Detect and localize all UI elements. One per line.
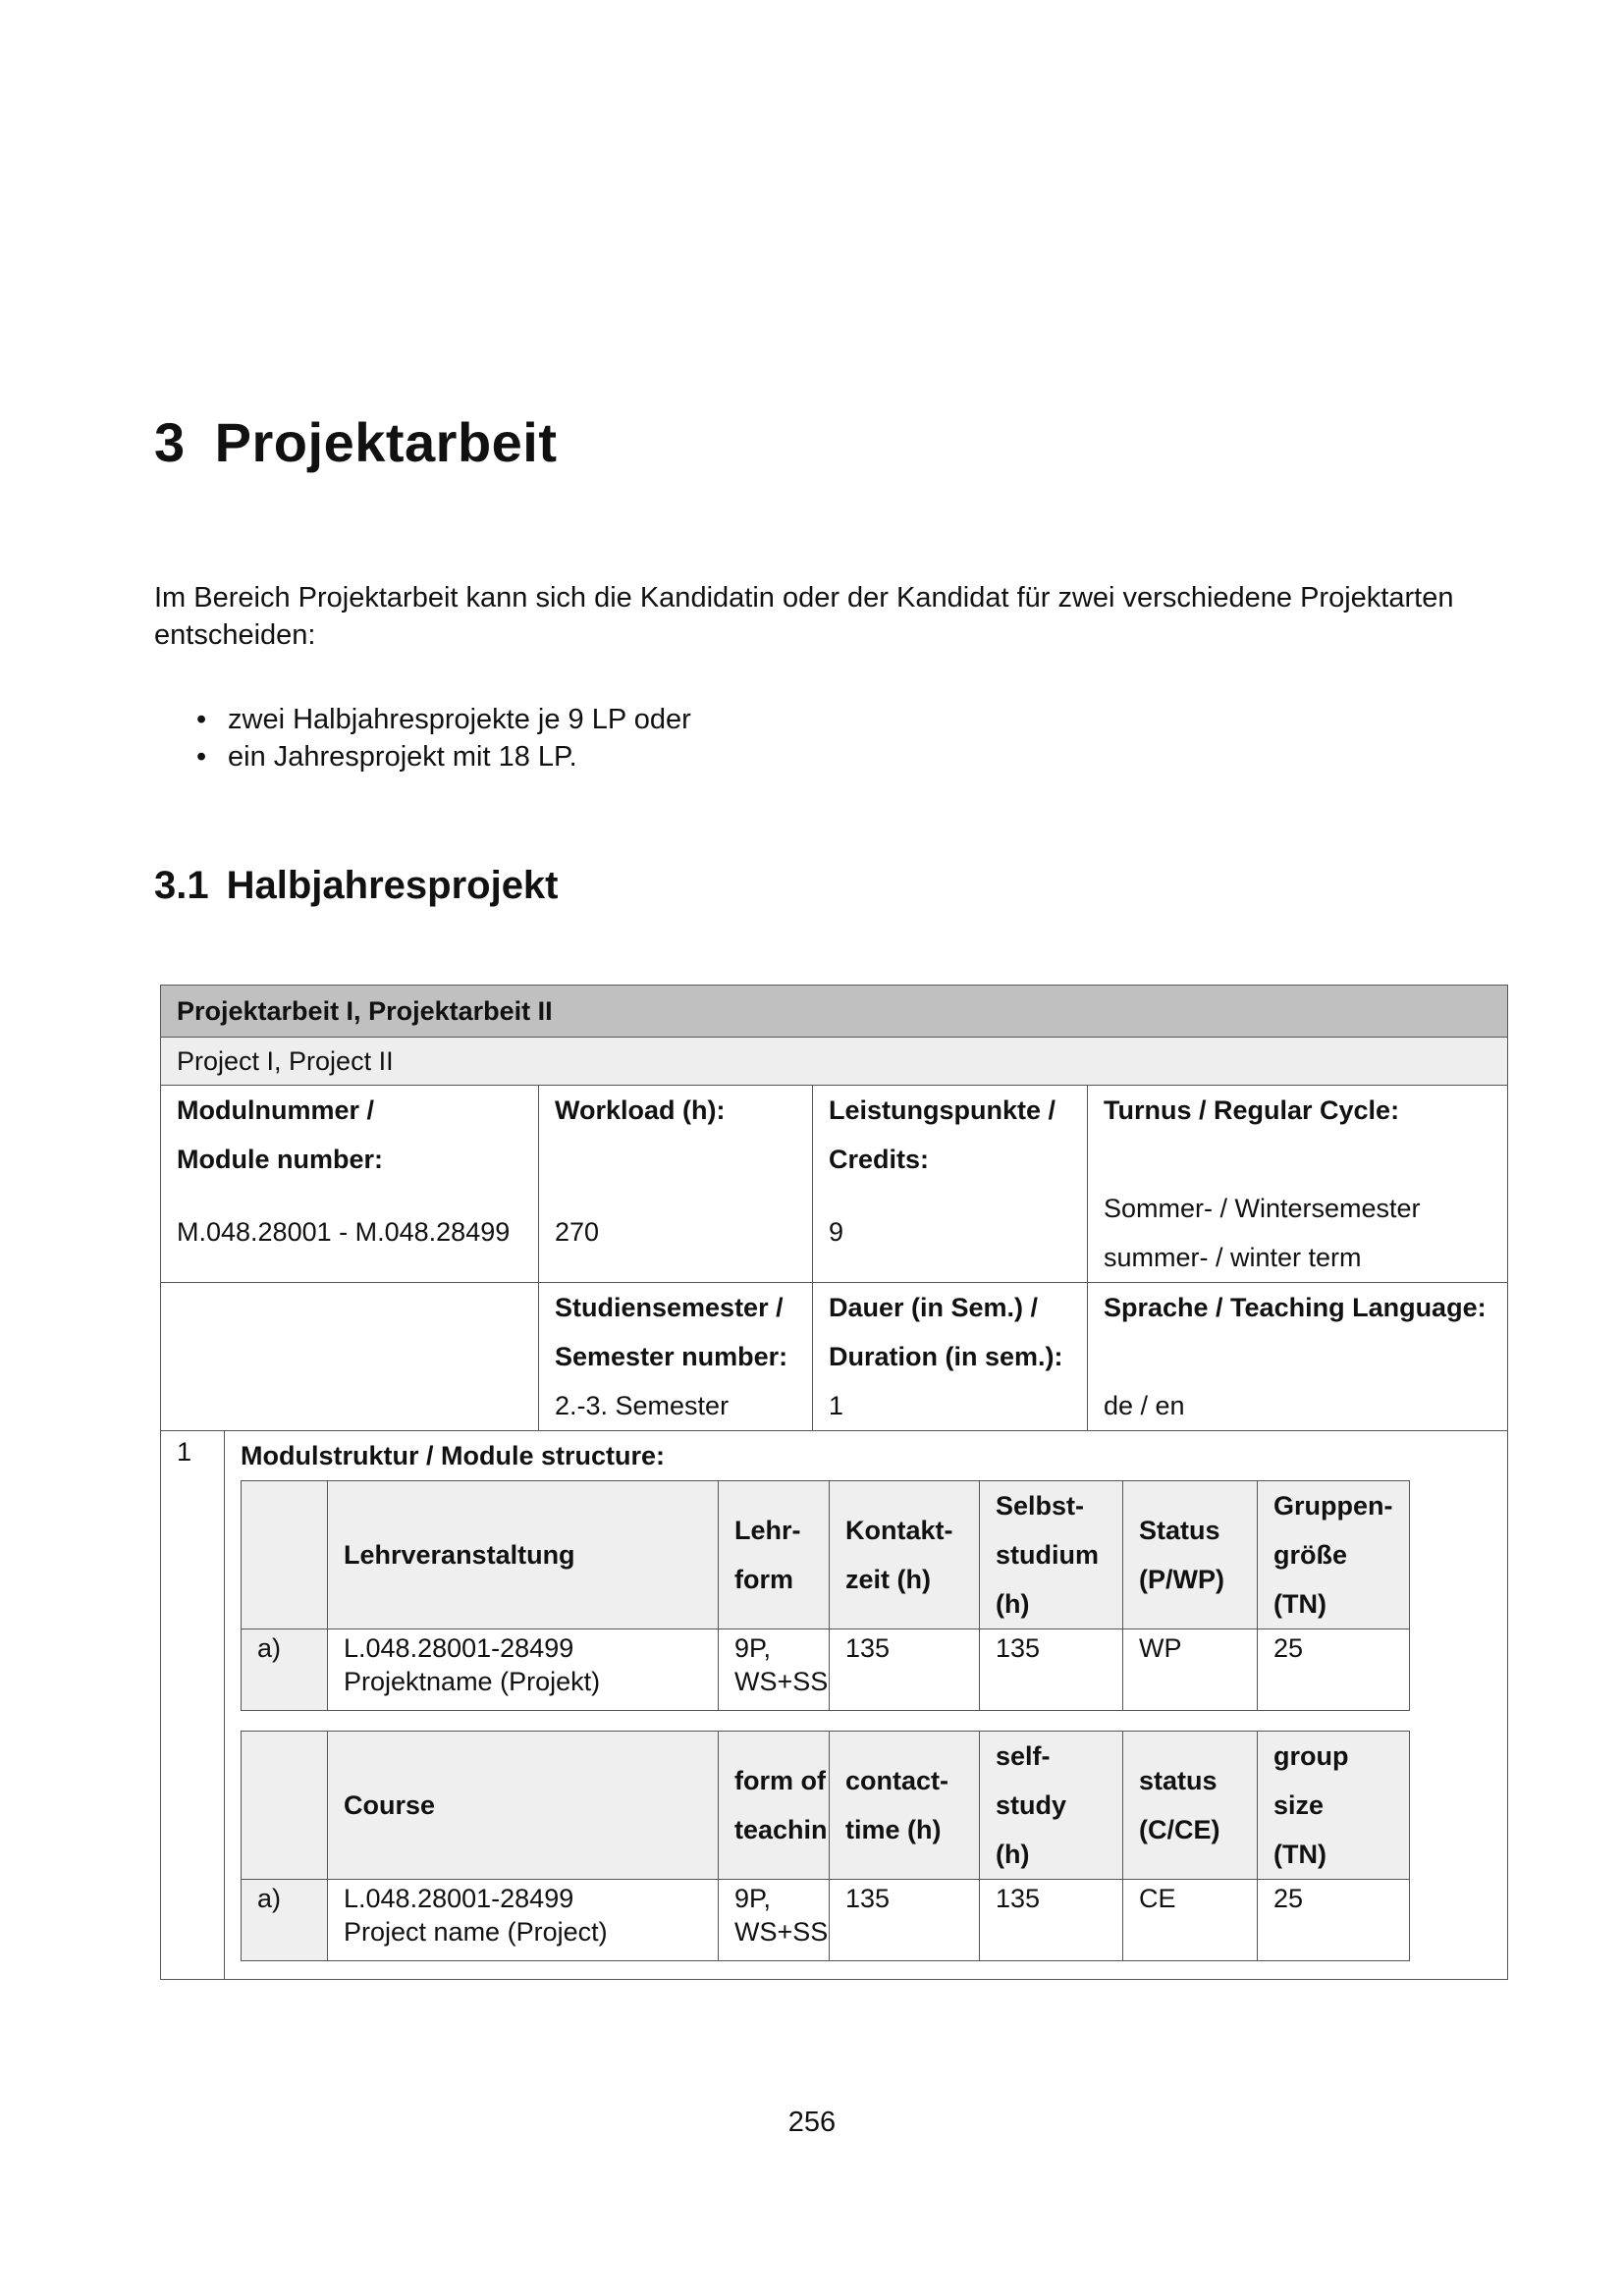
header-line: status: [1139, 1766, 1218, 1795]
duration-label-en: Duration (in sem.):: [829, 1342, 1063, 1371]
header-line: (C/CE): [1139, 1815, 1220, 1844]
header-line: contact-: [845, 1766, 949, 1795]
credits-value: 9: [829, 1217, 844, 1247]
form-line: 9P,: [734, 1633, 772, 1663]
credits-label: Leistungspunkte /: [829, 1095, 1056, 1125]
module-number-cell: [161, 1086, 539, 1283]
header-line: (h): [996, 1589, 1030, 1619]
intro-paragraph: Im Bereich Projektarbeit kann sich die Kandidatin oder der Kandidat für zwei verschiedene Projektarten entscheiden:: [154, 582, 1454, 651]
header-line: teachin: [734, 1815, 828, 1844]
header-course: Course: [328, 1732, 719, 1880]
header-line: form: [734, 1565, 793, 1594]
language-cell: [1088, 1283, 1508, 1431]
chapter-heading: [154, 410, 558, 474]
header-lehrform: [719, 1481, 830, 1629]
header-self-study: [980, 1732, 1123, 1880]
chapter-title: Projektarbeit: [214, 411, 558, 473]
header-line: group: [1273, 1741, 1349, 1771]
credits-cell: [813, 1086, 1088, 1283]
credits-label-en: Credits:: [829, 1145, 930, 1174]
module-title-de: Projektarbeit I, Projektarbeit II: [161, 986, 1508, 1038]
module-title-en: Project I, Project II: [161, 1038, 1508, 1086]
contact-time: 135: [830, 1629, 980, 1711]
semester-label: Studiensemester /: [555, 1293, 784, 1322]
table-row: [242, 1629, 1410, 1711]
header-line: (P/WP): [1139, 1565, 1224, 1594]
page-number: 256: [787, 2107, 837, 2138]
cycle-cell: [1088, 1086, 1508, 1283]
module-table: [160, 985, 1508, 1980]
course-code: L.048.28001-28499: [344, 1633, 574, 1663]
header-line: studium: [996, 1540, 1099, 1570]
course-cell: [328, 1629, 719, 1711]
semester-value: 2.-3. Semester: [555, 1391, 730, 1420]
header-line: self-: [996, 1741, 1051, 1771]
header-empty: [242, 1481, 328, 1629]
header-line: Status: [1139, 1516, 1220, 1545]
duration-value: 1: [829, 1391, 844, 1420]
chapter-number: 3: [154, 411, 186, 473]
duration-cell: [813, 1283, 1088, 1431]
language-label: Sprache / Teaching Language:: [1104, 1293, 1487, 1322]
course-table-de: [241, 1480, 1410, 1711]
form-line: WS+SS: [734, 1667, 829, 1696]
form-line: 9P,: [734, 1884, 772, 1913]
row-label: a): [242, 1629, 328, 1711]
header-line: (h): [996, 1840, 1030, 1869]
form-line: WS+SS: [734, 1917, 829, 1947]
header-line: study: [996, 1790, 1067, 1820]
course-cell: [328, 1880, 719, 1961]
form-cell: [719, 1629, 830, 1711]
form-cell: [719, 1880, 830, 1961]
header-kontaktzeit: [830, 1481, 980, 1629]
course-table-en: [241, 1731, 1410, 1961]
header-lehrveranstaltung: Lehrveranstaltung: [328, 1481, 719, 1629]
header-status: [1123, 1481, 1258, 1629]
contact-time: 135: [830, 1880, 980, 1961]
project-type-list: [196, 701, 691, 775]
header-line: Gruppen-: [1273, 1491, 1393, 1521]
header-gruppengroesse: [1258, 1481, 1410, 1629]
section-title: Halbjahresprojekt: [226, 864, 559, 907]
semester-cell: [539, 1283, 813, 1431]
header-group-size: [1258, 1732, 1410, 1880]
course-name: Projektname (Projekt): [344, 1667, 601, 1696]
header-form-of-teaching: [719, 1732, 830, 1880]
semester-label-en: Semester number:: [555, 1342, 788, 1371]
module-number-label: Modulnummer /: [177, 1095, 374, 1125]
self-study: 135: [980, 1880, 1123, 1961]
header-line: Selbst-: [996, 1491, 1085, 1521]
workload-cell: [539, 1086, 813, 1283]
row-label: a): [242, 1880, 328, 1961]
structure-cell: [225, 1431, 1508, 1980]
table-row: [242, 1880, 1410, 1961]
header-line: form of: [734, 1766, 826, 1795]
section-number: 3.1: [154, 864, 209, 907]
workload-label: Workload (h):: [555, 1095, 726, 1125]
header-line: Lehr-: [734, 1516, 801, 1545]
group-size: 25: [1258, 1629, 1410, 1711]
section-heading: [154, 864, 559, 908]
header-line: größe: [1273, 1540, 1348, 1570]
module-number-label-en: Module number:: [177, 1145, 383, 1174]
header-line: (TN): [1273, 1840, 1326, 1869]
status-value: WP: [1123, 1629, 1258, 1711]
course-code: L.048.28001-28499: [344, 1884, 574, 1913]
header-line: Kontakt-: [845, 1516, 953, 1545]
cycle-value-en: summer- / winter term: [1104, 1243, 1362, 1272]
duration-label: Dauer (in Sem.) /: [829, 1293, 1039, 1322]
module-number-value: M.048.28001 - M.048.28499: [177, 1217, 511, 1247]
structure-number: 1: [161, 1431, 225, 1980]
header-empty: [242, 1732, 328, 1880]
header-line: time (h): [845, 1815, 942, 1844]
list-item: • zwei Halbjahresprojekte je 9 LP oder: [196, 701, 691, 738]
header-selbststudium: [980, 1481, 1123, 1629]
empty-cell: [161, 1283, 539, 1431]
self-study: 135: [980, 1629, 1123, 1711]
group-size: 25: [1258, 1880, 1410, 1961]
header-status: [1123, 1732, 1258, 1880]
cycle-label: Turnus / Regular Cycle:: [1104, 1095, 1400, 1125]
course-name: Project name (Project): [344, 1917, 608, 1947]
status-value: CE: [1123, 1880, 1258, 1961]
cycle-value-de: Sommer- / Wintersemester: [1104, 1194, 1421, 1223]
language-value: de / en: [1104, 1391, 1185, 1420]
header-contact-time: [830, 1732, 980, 1880]
header-line: zeit (h): [845, 1565, 931, 1594]
workload-value: 270: [555, 1217, 600, 1247]
list-item: • ein Jahresprojekt mit 18 LP.: [196, 738, 691, 775]
structure-title: Modulstruktur / Module structure:: [241, 1441, 665, 1470]
header-line: (TN): [1273, 1589, 1326, 1619]
header-line: size: [1273, 1790, 1325, 1820]
